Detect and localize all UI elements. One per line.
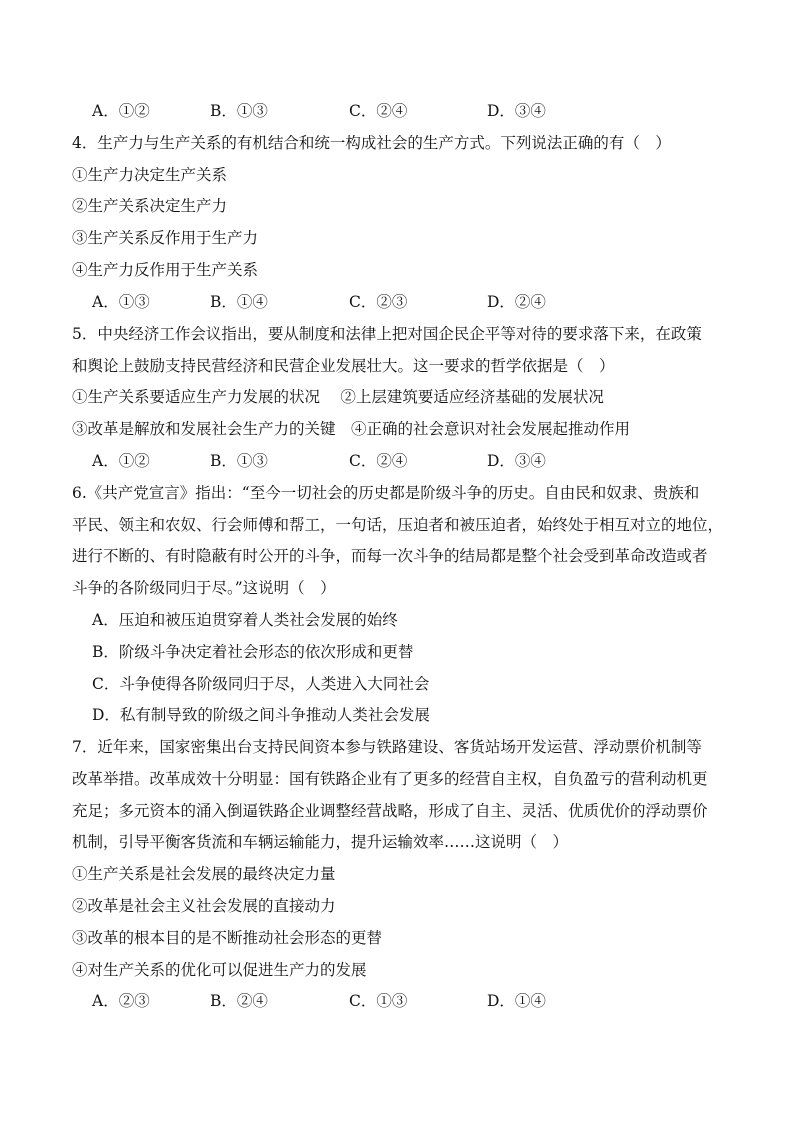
q4-item-4: ④生产力反作用于生产关系 <box>72 261 259 279</box>
q3-option-c[interactable]: C．②④ <box>349 102 408 120</box>
q7-item-1: ①生产关系是社会发展的最终决定力量 <box>72 865 336 883</box>
q7-option-a[interactable]: A．②③ <box>92 992 150 1010</box>
q5-stem-line-2: 和舆论上鼓励支持民营经济和民营企业发展壮大。这一要求的哲学依据是（ ） <box>72 357 615 375</box>
q4-stem: 4．生产力与生产关系的有机结合和统一构成社会的生产方式。下列说法正确的有（ ） <box>72 134 671 152</box>
q6-stem-line-2: 平民、领主和农奴、行会师傅和帮工，一句话，压迫者和被压迫者，始终处于相互对立的地位， <box>72 516 724 534</box>
q5-stem-line-1: 5．中央经济工作会议指出，要从制度和法律上把对国企民企平等对待的要求落下来，在政策 <box>72 325 702 343</box>
q6-option-b[interactable]: B．阶级斗争决定着社会形态的依次形成和更替 <box>92 643 414 661</box>
q7-option-d[interactable]: D．①④ <box>487 992 546 1010</box>
q5-items-row-2: ③改革是解放和发展社会生产力的关键 ④正确的社会意识对社会发展起推动作用 <box>72 420 631 438</box>
q7-item-3: ③改革的根本目的是不断推动社会形态的更替 <box>72 929 383 947</box>
q4-item-1: ①生产力决定生产关系 <box>72 166 228 184</box>
q5-option-d[interactable]: D．③④ <box>487 452 546 470</box>
q6-stem-line-3: 进行不断的、有时隐蔽有时公开的斗争，而每一次斗争的结局都是整个社会受到革命改造或者 <box>72 547 708 565</box>
q6-option-c[interactable]: C．斗争使得各阶级同归于尽，人类进入大同社会 <box>92 675 430 693</box>
q7-stem-line-3: 充足；多元资本的涌入倒逼铁路企业调整经营战略，形成了自主、灵活、优质优价的浮动票价 <box>72 802 708 820</box>
q5-option-b[interactable]: B．①③ <box>210 452 268 470</box>
q7-item-2: ②改革是社会主义社会发展的直接动力 <box>72 897 336 915</box>
q7-stem-line-2: 改革举措。改革成效十分明显：国有铁路企业有了更多的经营自主权，自负盈亏的营利动机更 <box>72 770 708 788</box>
q3-option-b[interactable]: B．①③ <box>210 102 268 120</box>
q4-item-2: ②生产关系决定生产力 <box>72 197 228 215</box>
q7-stem-line-4: 机制，引导平衡客货流和车辆运输能力，提升运输效率……这说明（ ） <box>72 833 569 851</box>
q5-items-row-1: ①生产关系要适应生产力发展的状况 ②上层建筑要适应经济基础的发展状况 <box>72 388 604 406</box>
q7-option-b[interactable]: B．②④ <box>210 992 268 1010</box>
q7-option-c[interactable]: C．①③ <box>349 992 408 1010</box>
q3-option-d[interactable]: D．③④ <box>487 102 546 120</box>
q5-option-c[interactable]: C．②④ <box>349 452 408 470</box>
q4-option-b[interactable]: B．①④ <box>210 293 268 311</box>
q6-option-d[interactable]: D．私有制导致的阶级之间斗争推动人类社会发展 <box>92 706 430 724</box>
q4-option-a[interactable]: A．①③ <box>92 293 150 311</box>
q4-option-d[interactable]: D．②④ <box>487 293 546 311</box>
q7-item-4: ④对生产关系的优化可以促进生产力的发展 <box>72 961 367 979</box>
q3-option-a[interactable]: A．①② <box>92 102 150 120</box>
q5-option-a[interactable]: A．①② <box>92 452 150 470</box>
q6-stem-line-1: 6.《共产党宣言》指出：“至今一切社会的历史都是阶级斗争的历史。自由民和奴隶、贵族和 <box>72 484 700 502</box>
q4-item-3: ③生产关系反作用于生产力 <box>72 229 259 247</box>
q7-stem-line-1: 7．近年来，国家密集出台支持民间资本参与铁路建设、客货站场开发运营、浮动票价机制等 <box>72 738 702 756</box>
q6-option-a[interactable]: A．压迫和被压迫贯穿着人类社会发展的始终 <box>92 611 398 629</box>
q4-option-c[interactable]: C．②③ <box>349 293 408 311</box>
q6-stem-line-4: 斗争的各阶级同归于尽。”这说明（ ） <box>72 579 336 597</box>
